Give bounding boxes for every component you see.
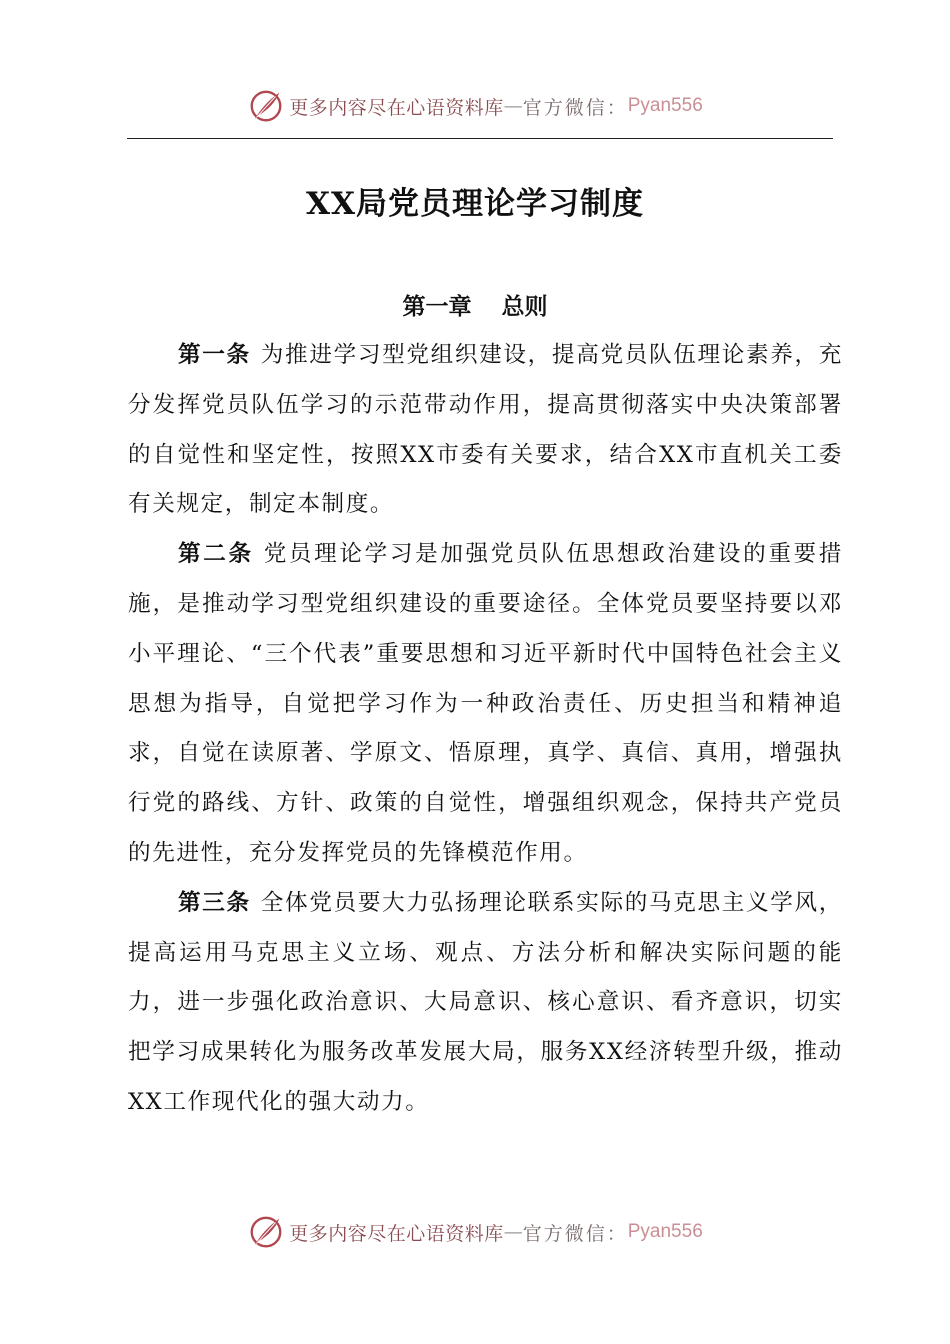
- header-divider: [127, 138, 833, 139]
- article-paragraph: [128, 331, 843, 530]
- article-label: 第二条: [178, 541, 254, 568]
- header-watermark: [0, 84, 950, 128]
- article-text: 党员理论学习是加强党员队伍思想政治建设的重要措施，是推动学习型党组织建设的重要途径。全体党员要坚持要以邓小平理论、“三个代表”重要思想和习近平新时代中国特色社会主义思想为指导，自觉把学习作为一种政治责任、历史担当和精神追求，自觉在读原著、学原文、悟原理，真学、真信、真用，增强执行党的路线、方针、政策的自觉性，增强组织观念，保持共产党员的先进性，充分发挥党员的先锋模范作用。: [128, 541, 843, 866]
- article-text: 全体党员要大力弘扬理论联系实际的马克思主义学风，提高运用马克思主义立场、观点、方法分析和解决实际问题的能力，进一步强化政治意识、大局意识、核心意识、看齐意识，切实把学习成果转化为服务改革发展大局，服务XX经济转型升级，推动XX工作现代化的强大动力。: [128, 889, 843, 1115]
- article-paragraph: [128, 530, 843, 879]
- watermark-separator: —: [503, 1221, 523, 1243]
- article-label: 第三条: [178, 889, 251, 916]
- watermark-separator: —: [503, 95, 523, 117]
- article-text: 为推进学习型党组织建设，提高党员队伍理论素养，充分发挥党员队伍学习的示范带动作用，提高贯彻落实中央决策部署的自觉性和坚定性，按照XX市委有关要求，结合XX市直机关工委有关规定，制定本制度。: [128, 342, 843, 518]
- quill-logo-icon: [247, 1213, 285, 1251]
- chapter-heading: [0, 288, 950, 321]
- watermark-wechat-id: Pyan556: [627, 95, 703, 116]
- quill-logo-icon: [247, 87, 285, 125]
- article-label: 第一条: [178, 342, 251, 368]
- footer-watermark: [0, 1210, 950, 1254]
- watermark-site-text: 更多内容尽在心语资料库: [289, 1222, 504, 1245]
- chapter-name: 总则: [501, 294, 548, 320]
- watermark-wechat-id: Pyan556: [627, 1221, 703, 1242]
- document-body: [128, 331, 843, 1128]
- article-paragraph: [128, 879, 843, 1128]
- document-title: XX局党员理论学习制度: [305, 186, 645, 222]
- watermark-wechat-label: 官方微信：: [522, 96, 628, 119]
- watermark-wechat-label: 官方微信：: [522, 1222, 628, 1245]
- chapter-number: 第一章: [402, 294, 472, 320]
- watermark-site-text: 更多内容尽在心语资料库: [289, 96, 504, 119]
